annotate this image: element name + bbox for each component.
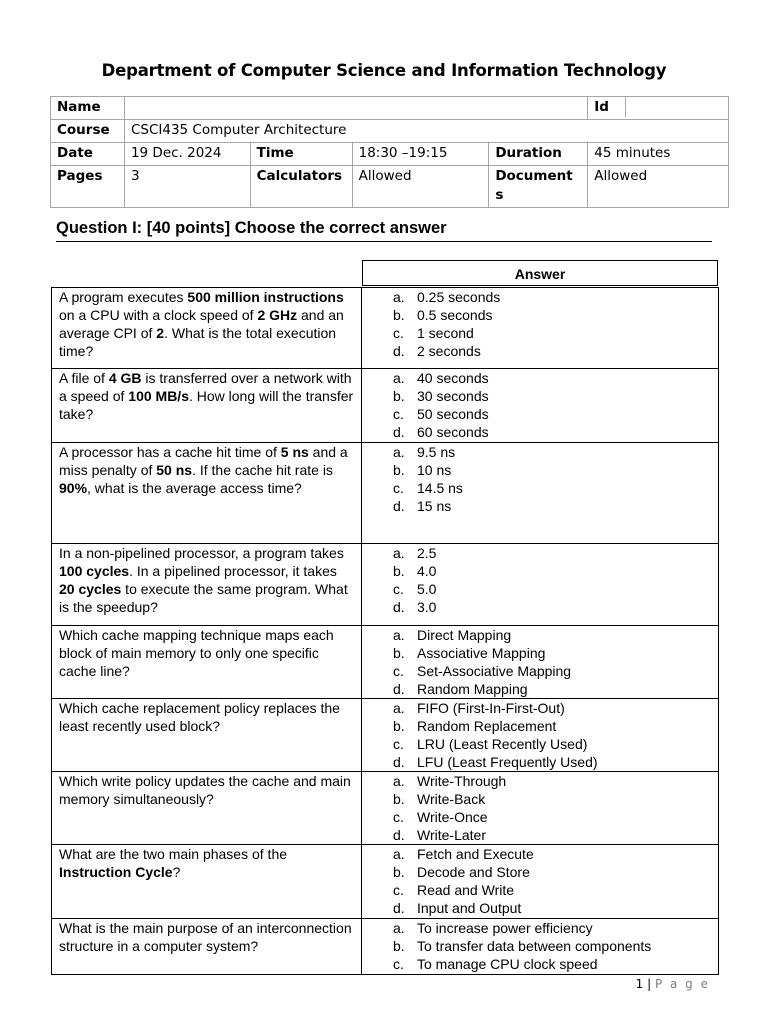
page-footer <box>636 977 710 991</box>
option-text: Direct Mapping <box>417 627 512 643</box>
option-text: Read and Write <box>417 882 515 898</box>
answer-option[interactable] <box>363 790 718 808</box>
option-text: 10 ns <box>417 462 452 478</box>
option-letter: a. <box>393 545 405 561</box>
answer-option[interactable] <box>363 443 718 461</box>
answer-option[interactable] <box>363 863 718 881</box>
duration-label: Duration <box>489 143 588 166</box>
option-text: 50 seconds <box>417 406 489 422</box>
option-letter: d. <box>393 754 405 770</box>
answer-options <box>363 772 718 844</box>
question-row <box>51 919 719 975</box>
answer-option[interactable] <box>363 772 718 790</box>
duration-value: 45 minutes <box>588 143 729 166</box>
section-heading: Question I: [40 points] Choose the correct answer <box>56 219 447 237</box>
question-row <box>51 287 719 369</box>
option-letter: a. <box>393 700 405 716</box>
answer-option[interactable] <box>363 919 718 937</box>
option-letter: d. <box>393 498 405 514</box>
option-text: 40 seconds <box>417 370 489 386</box>
question-text: What are the two main phases of the Instruction Cycle? <box>52 845 362 918</box>
name-label: Name <box>51 97 125 120</box>
option-letter: a. <box>393 370 405 386</box>
option-text: To transfer data between components <box>417 938 652 954</box>
question-text: A processor has a cache hit time of 5 ns and a miss penalty of 50 ns. If the cache hit rate is 90%, what is the average access time? <box>52 443 362 543</box>
answer-options <box>363 845 718 918</box>
question-text: What is the main purpose of an interconnection structure in a computer system? <box>52 919 362 974</box>
option-letter: b. <box>393 718 405 734</box>
question-row <box>51 544 719 626</box>
answer-option[interactable] <box>363 644 718 662</box>
name-field[interactable] <box>124 97 587 120</box>
option-letter: b. <box>393 864 405 880</box>
option-letter: c. <box>393 882 404 898</box>
answer-option[interactable] <box>363 387 718 405</box>
option-letter: c. <box>393 406 404 422</box>
pages-label: Pages <box>51 166 125 208</box>
time-value: 18:30 –19:15 <box>352 143 489 166</box>
answer-column-header: Answer <box>362 260 718 286</box>
documents-value: Allowed <box>588 166 729 208</box>
option-text: FIFO (First-In-First-Out) <box>417 700 565 716</box>
option-letter: b. <box>393 462 405 478</box>
answer-option[interactable] <box>363 937 718 955</box>
option-text: Set-Associative Mapping <box>417 663 572 679</box>
info-row-pages <box>51 166 729 208</box>
answer-options <box>363 544 718 625</box>
option-letter: d. <box>393 343 405 359</box>
time-label: Time <box>250 143 352 166</box>
pages-value: 3 <box>124 166 250 208</box>
option-text: 14.5 ns <box>417 480 463 496</box>
option-letter: d. <box>393 599 405 615</box>
option-text: Random Mapping <box>417 681 528 697</box>
question-text: Which write policy updates the cache and main memory simultaneously? <box>52 772 362 844</box>
option-letter: b. <box>393 307 405 323</box>
option-letter: a. <box>393 846 405 862</box>
answer-option[interactable] <box>363 544 718 562</box>
option-letter: b. <box>393 645 405 661</box>
answer-option[interactable] <box>363 423 718 441</box>
date-label: Date <box>51 143 125 166</box>
id-field[interactable] <box>626 97 728 117</box>
question-row <box>51 845 719 919</box>
option-letter: b. <box>393 563 405 579</box>
option-text: 0.25 seconds <box>417 289 501 305</box>
option-letter: a. <box>393 289 405 305</box>
option-text: Associative Mapping <box>417 645 546 661</box>
question-text: A file of 4 GB is transferred over a network with a speed of 100 MB/s. How long will the transfer take? <box>52 369 362 442</box>
question-text: A program executes 500 million instructions on a CPU with a clock speed of 2 GHz and an average CPI of 2. What is the total execution time? <box>52 288 362 368</box>
info-row-date <box>51 143 729 166</box>
option-letter: d. <box>393 900 405 916</box>
option-text: Write-Once <box>417 809 488 825</box>
answer-option[interactable] <box>363 626 718 644</box>
option-letter: a. <box>393 627 405 643</box>
answer-option[interactable] <box>363 662 718 680</box>
course-label: Course <box>51 120 125 143</box>
answer-option[interactable] <box>363 288 718 306</box>
info-row-name <box>51 97 729 120</box>
documents-label-line1: Document <box>495 168 573 184</box>
option-letter: c. <box>393 809 404 825</box>
exam-info-table <box>50 96 729 208</box>
question-row <box>51 772 719 845</box>
answer-option[interactable] <box>363 405 718 423</box>
option-letter: a. <box>393 920 405 936</box>
option-letter: b. <box>393 938 405 954</box>
option-text: 15 ns <box>417 498 452 514</box>
answer-option[interactable] <box>363 699 718 717</box>
documents-label <box>489 166 588 208</box>
option-letter: c. <box>393 956 404 972</box>
option-text: 2.5 <box>417 545 437 561</box>
answer-option[interactable] <box>363 826 718 844</box>
question-text: In a non-pipelined processor, a program takes 100 cycles. In a pipelined processor, it takes 20 cycles to execute the same program. What is the speedup? <box>52 544 362 625</box>
documents-label-line2: s <box>495 187 504 203</box>
footer-separator: | <box>643 977 655 991</box>
question-text: Which cache replacement policy replaces the least recently used block? <box>52 699 362 771</box>
info-row-course <box>51 120 729 143</box>
answer-option[interactable] <box>363 342 718 360</box>
answer-option[interactable] <box>363 497 718 515</box>
option-text: 3.0 <box>417 599 437 615</box>
date-value: 19 Dec. 2024 <box>124 143 250 166</box>
option-letter: c. <box>393 663 404 679</box>
section-divider <box>56 241 712 242</box>
answer-option[interactable] <box>363 580 718 598</box>
option-text: 1 second <box>417 325 474 341</box>
id-label: Id <box>588 97 626 117</box>
answer-options <box>363 443 718 543</box>
answer-option[interactable] <box>363 680 718 698</box>
option-letter: c. <box>393 581 404 597</box>
answer-option[interactable] <box>363 598 718 616</box>
question-row <box>51 443 719 544</box>
option-text: 4.0 <box>417 563 437 579</box>
option-letter: c. <box>393 480 404 496</box>
option-text: 60 seconds <box>417 424 489 440</box>
answer-option[interactable] <box>363 881 718 899</box>
answer-options <box>363 699 718 771</box>
calculators-value: Allowed <box>352 166 489 208</box>
answer-option[interactable] <box>363 562 718 580</box>
option-text: 0.5 seconds <box>417 307 493 323</box>
answer-option[interactable] <box>363 845 718 863</box>
option-letter: d. <box>393 681 405 697</box>
answer-option[interactable] <box>363 808 718 826</box>
question-row <box>51 626 719 699</box>
option-text: 2 seconds <box>417 343 481 359</box>
answer-options <box>363 626 718 698</box>
page-word: P a g e <box>654 977 710 991</box>
answer-options <box>363 369 718 442</box>
calculators-label: Calculators <box>250 166 352 208</box>
option-letter: c. <box>393 325 404 341</box>
option-letter: d. <box>393 827 405 843</box>
answer-option[interactable] <box>363 717 718 735</box>
course-value: CSCI435 Computer Architecture <box>124 120 728 143</box>
option-text: Write-Later <box>417 827 486 843</box>
option-text: Input and Output <box>417 900 522 916</box>
option-text: 5.0 <box>417 581 437 597</box>
option-text: Fetch and Execute <box>417 846 534 862</box>
option-text: LFU (Least Frequently Used) <box>417 754 598 770</box>
answer-option[interactable] <box>363 369 718 387</box>
answer-options <box>363 288 718 368</box>
option-text: 30 seconds <box>417 388 489 404</box>
document-title: Department of Computer Science and Information Technology <box>101 61 667 80</box>
answer-option[interactable] <box>363 324 718 342</box>
question-row <box>51 369 719 443</box>
answer-option[interactable] <box>363 479 718 497</box>
option-letter: a. <box>393 444 405 460</box>
option-text: Random Replacement <box>417 718 557 734</box>
answer-options <box>363 919 718 974</box>
option-letter: c. <box>393 736 404 752</box>
question-row <box>51 699 719 772</box>
answer-option[interactable] <box>363 306 718 324</box>
option-letter: b. <box>393 388 405 404</box>
question-text: Which cache mapping technique maps each block of main memory to only one specific cache line? <box>52 626 362 698</box>
page-number: 1 <box>635 977 644 991</box>
answer-option[interactable] <box>363 735 718 753</box>
option-text: 9.5 ns <box>417 444 456 460</box>
option-text: LRU (Least Recently Used) <box>417 736 588 752</box>
option-text: To increase power efficiency <box>417 920 593 936</box>
answer-option[interactable] <box>363 955 718 973</box>
option-text: Write-Back <box>417 791 486 807</box>
option-letter: d. <box>393 424 405 440</box>
option-text: To manage CPU clock speed <box>417 956 598 972</box>
answer-option[interactable] <box>363 753 718 771</box>
answer-option[interactable] <box>363 461 718 479</box>
answer-option[interactable] <box>363 899 718 917</box>
option-letter: b. <box>393 791 405 807</box>
option-letter: a. <box>393 773 405 789</box>
option-text: Write-Through <box>417 773 507 789</box>
option-text: Decode and Store <box>417 864 530 880</box>
